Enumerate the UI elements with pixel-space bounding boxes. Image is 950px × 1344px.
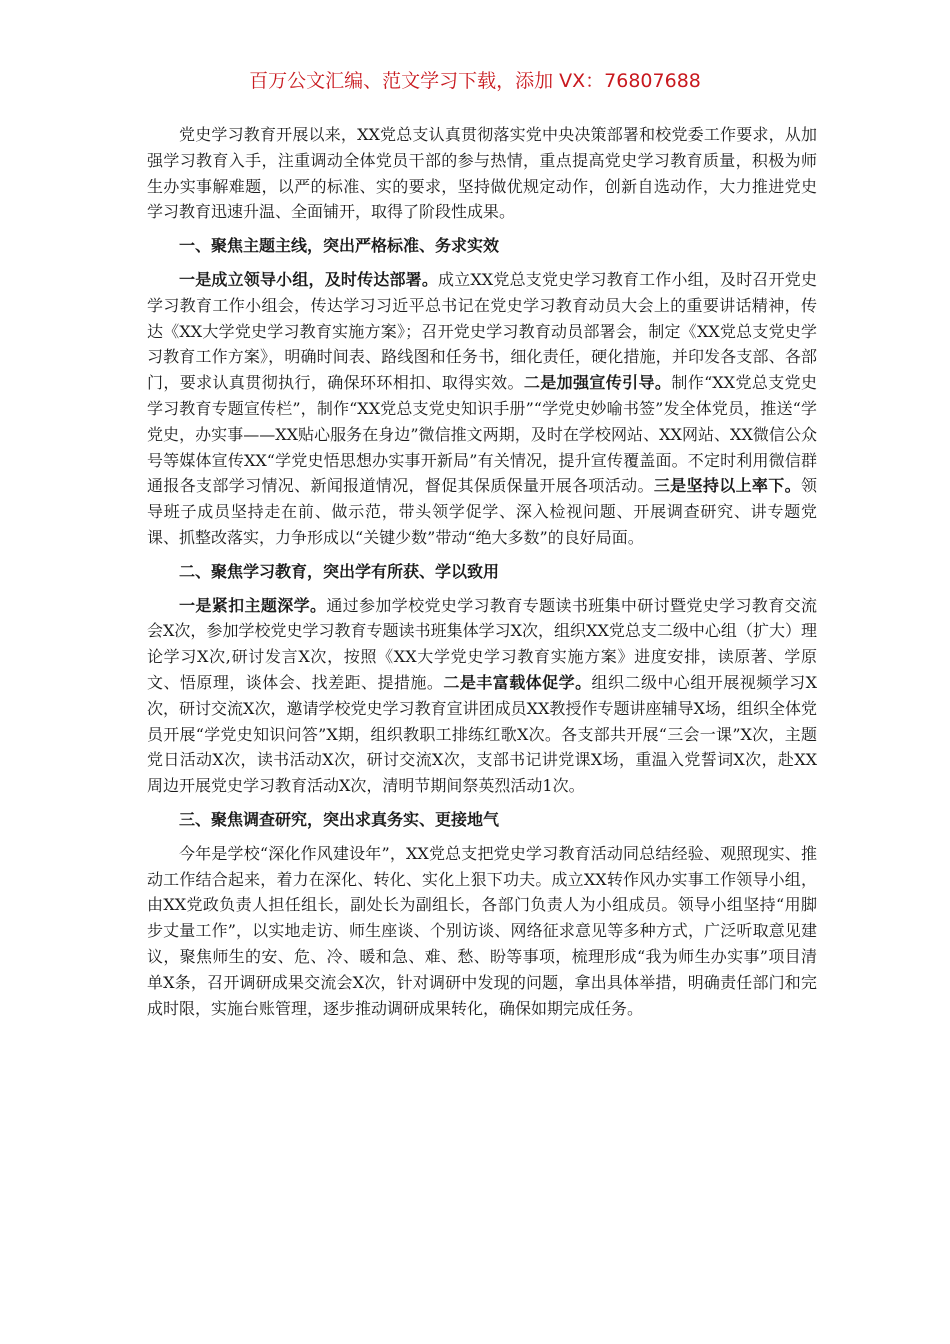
section-2-heading: 二、聚焦学习教育，突出学有所获、学以致用 (179, 561, 500, 581)
s1-lead-1: 一是成立领导小组，及时传达部署。 (179, 269, 439, 289)
s1-lead-2: 二是加强宣传引导。 (523, 373, 672, 393)
section-3-heading: 三、聚焦调查研究，突出求真务实、更接地气 (179, 809, 500, 829)
s2-text-2: 组织二级中心组开展视频学习X次，研讨交流X次，邀请学校党史学习教育宣讲团成员XX教授作专题讲座辅导X场，组织全体党员开展“学党史知识问答”X期，组织教职工排练红歌X次。各支部共开展“三会一课”X次，主题党日活动X次，读书活动X次，研讨交流X次，支部书记讲党课X场，重温入党誓词X次，赴XX周边开展党史学习教育活动X次，清明节期间祭英烈活动1次。 (147, 672, 817, 796)
section-3-paragraph: 今年是学校“深化作风建设年”，XX党总支把党史学习教育活动同总结经验、观照现实、推动工作结合起来，着力在深化、转化、实化上狠下功夫。成立XX转作风办实事工作领导小组，由XX党政负责人担任组长，副处长为副组长，各部门负责人为小组成员。领导小组坚持“用脚步丈量工作”，以实地走访、师生座谈、个别访谈、网络征求意见等多种方式，广泛听取意见建议，聚焦师生的安、危、冷、暖和急、难、愁、盼等事项，梳理形成“我为师生办实事”项目清单X条，召开调研成果交流会X次，针对调研中发现的问题，拿出具体举措，明确责任部门和完成时限，实施台账管理，逐步推动调研成果转化，确保如期完成任务。 (147, 843, 817, 1018)
s1-text-1: 成立XX党总支党史学习教育工作小组，及时召开党史学习教育工作小组会，传达学习习近平总书记在党史学习教育动员大会上的重要讲话精神，传达《XX大学党史学习教育实施方案》；召开党史学习教育动员部署会，制定《XX党总支党史学习教育工作方案》，明确时间表、路线图和任务书，细化责任，硬化措施，并印发各支部、各部门，要求认真贯彻执行，确保环环相扣、取得实效。 (147, 269, 817, 393)
s1-lead-3: 三是坚持以上率下。 (653, 476, 801, 496)
s1-text-3: 领导班子成员坚持走在前、做示范，带头领学促学、深入检视问题、开展调查研究、讲专题党课、抓整改落实，力争形成以“关键少数”带动“绝大多数”的良好局面。 (147, 476, 817, 547)
s1-text-2: 制作“XX党总支党史学习教育专题宣传栏”，制作“XX党总支党史知识手册”“学党史妙喻书签”发全体党员，推送“学党史，办实事——XX贴心服务在身边”微信推文两期，及时在学校网站、XX网站、XX微信公众号等媒体宣传XX“学党史悟思想办实事开新局”有关情况，提升宣传覆盖面。不定时利用微信群通报各支部学习情况、新闻报道情况，督促其保质保量开展各项活动。 (147, 373, 817, 496)
s2-text-1: 通过参加学校党史学习教育专题读书班集中研讨暨党史学习教育交流会X次，参加学校党史学习教育专题读书班集体学习X次，组织XX党总支二级中心组（扩大）理论学习X次,研讨发言X次，按照《XX大学党史学习教育实施方案》进度安排，读原著、学原文、悟原理，谈体会、找差距、提措施。 (147, 595, 817, 692)
s2-lead-1: 一是紧扣主题深学。 (179, 595, 327, 615)
section-1-heading: 一、聚焦主题主线，突出严格标准、务求实效 (179, 236, 500, 256)
watermark-banner: 百万公文汇编、范文学习下载，添加 VX：76807688 (249, 70, 701, 92)
section-2-paragraph (147, 593, 817, 799)
s2-lead-2: 二是丰富载体促学。 (443, 672, 592, 692)
document-body (147, 122, 817, 1021)
intro-paragraph: 党史学习教育开展以来，XX党总支认真贯彻落实党中央决策部署和校党委工作要求，从加强学习教育入手，注重调动全体党员干部的参与热情，重点提高党史学习教育质量，积极为师生办实事解难题，以严的标准、实的要求，坚持做优规定动作，创新自选动作，大力推进党史学习教育迅速升温、全面铺开，取得了阶段性成果。 (147, 125, 817, 222)
section-1-paragraph (147, 267, 817, 551)
